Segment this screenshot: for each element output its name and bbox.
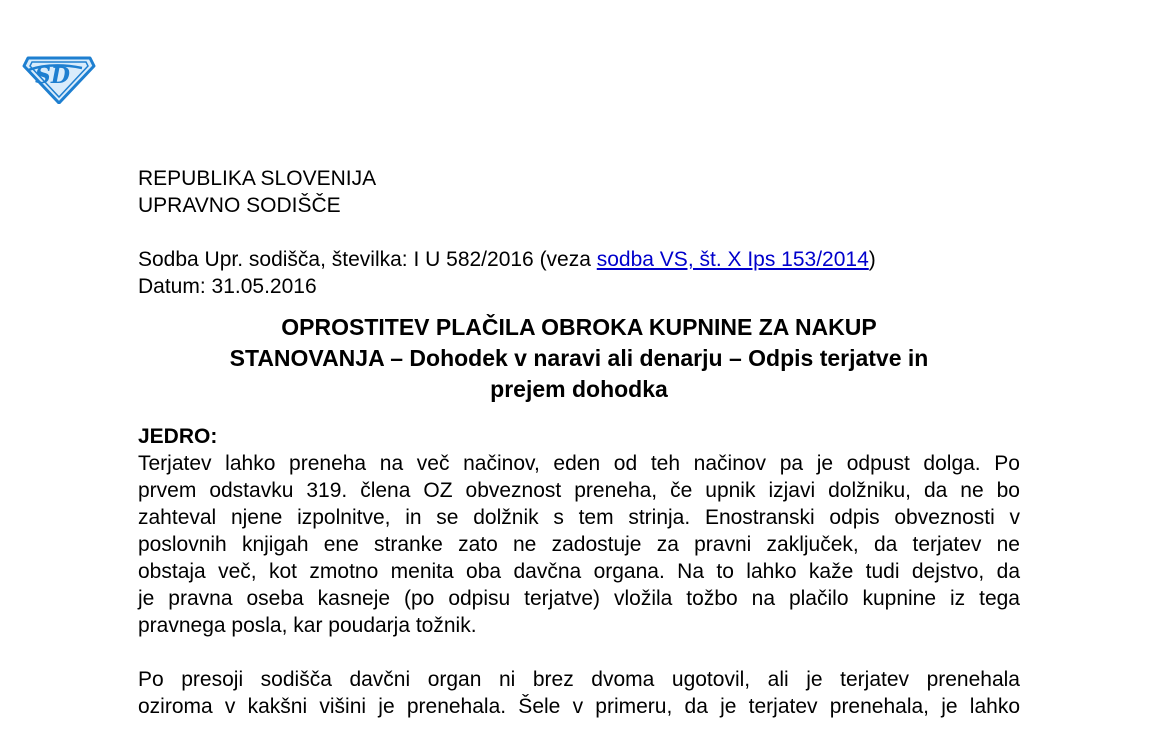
judgment-date: Datum: 31.05.2016 (138, 275, 317, 298)
title-line: prejem dohodka (490, 376, 668, 402)
document-body (138, 165, 1020, 720)
court-shield-logo-icon (22, 50, 96, 104)
paragraph-line: obstaja več, kot zmotno menita oba davčna organa. Na to lahko kaže tudi dejstvo, da (138, 560, 1020, 583)
title-line: STANOVANJA – Dohodek v naravi ali denarju – Odpis terjatve in (229, 345, 929, 371)
logo-letters: SD (35, 63, 70, 89)
jedro-heading: JEDRO: (138, 425, 218, 448)
paragraph-line: pravnega posla, kar poudarja tožnik. (138, 614, 477, 637)
paragraph-line: poslovnih knjigah ene stranke zato ne zadostuje za pravni zaključek, da terjatev ne (138, 533, 1020, 556)
title-line: OPROSTITEV PLAČILA OBROKA KUPNINE ZA NAKUP (281, 314, 877, 340)
paragraph-line: Terjatev lahko preneha na več načinov, eden od teh načinov pa je odpust dolga. Po (138, 452, 1020, 475)
jedro-paragraph-1 (138, 450, 1020, 639)
related-judgment-link[interactable]: sodba VS, št. X Ips 153/2014 (596, 248, 869, 271)
header-court: UPRAVNO SODIŠČE (138, 194, 341, 217)
case-reference-suffix: ) (868, 248, 876, 271)
paragraph-line: oziroma v kakšni višini je prenehala. Šele v primeru, da je terjatev prenehala, je lahko (138, 695, 1020, 718)
document-title (138, 312, 1020, 405)
case-reference-prefix: Sodba Upr. sodišča, številka: I U 582/2016 (veza (138, 248, 597, 271)
jedro-paragraph-2 (138, 666, 1020, 720)
case-reference (138, 246, 1020, 273)
paragraph-line: zahteval njene izpolnitve, in se dolžnik s tem strinja. Enostranski odpis obveznosti v (138, 506, 1020, 529)
paragraph-line: prvem odstavku 319. člena OZ obveznost preneha, če upnik izjavi dolžniku, da ne bo (138, 479, 1020, 502)
header-country: REPUBLIKA SLOVENIJA (138, 167, 377, 190)
paragraph-line: Po presoji sodišča davčni organ ni brez dvoma ugotovil, ali je terjatev prenehala (138, 668, 1020, 691)
paragraph-line: je pravna oseba kasneje (po odpisu terjatve) vložila tožbo na plačilo kupnine iz tega (138, 587, 1020, 610)
